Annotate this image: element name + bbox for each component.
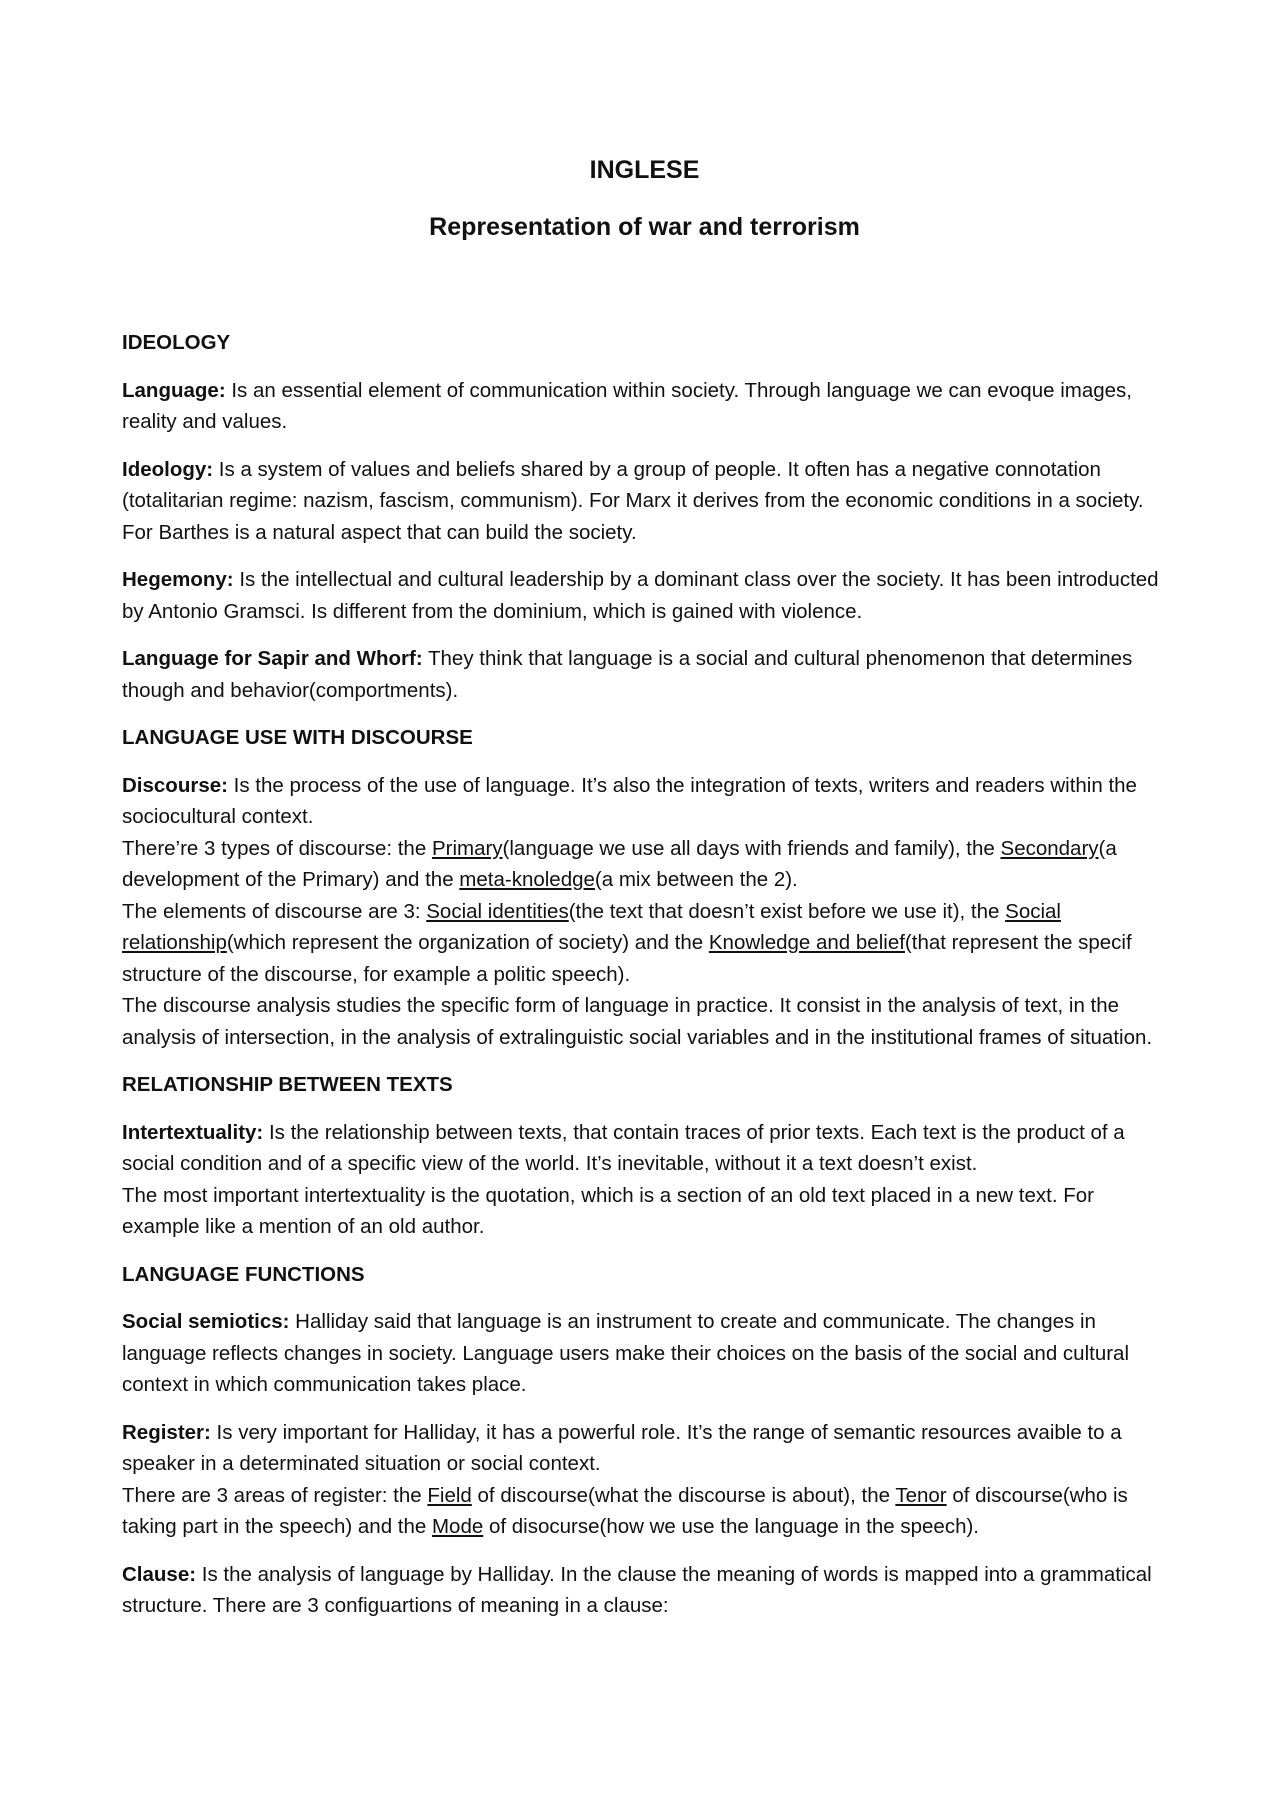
register-areas-line xyxy=(122,1480,1167,1543)
paragraph-register xyxy=(122,1417,1167,1543)
term-discourse: Discourse: xyxy=(122,773,228,797)
term-register: Register: xyxy=(122,1420,211,1444)
paragraph-language xyxy=(122,375,1167,438)
section-heading-functions: LANGUAGE FUNCTIONS xyxy=(122,1262,365,1286)
section-heading-relationship: RELATIONSHIP BETWEEN TEXTS xyxy=(122,1073,453,1096)
underlined-mode: Mode xyxy=(431,1515,484,1538)
discourse-types-text: (language we use all days with friends and family), the xyxy=(502,836,1001,860)
underlined-meta-knoledge: meta-knoledge xyxy=(459,868,595,891)
definition-hegemony: Is the intellectual and cultural leadership by a dominant class over the society. It has been introducted by Antonio Gramsci. Is different from the dominium, which is gained with violence. xyxy=(122,568,1159,623)
discourse-elements-text: (the text that doesn’t exist before we use it), the xyxy=(568,899,1006,923)
definition-language: Is an essential element of communication within society. Through language we can evoque images, reality and values. xyxy=(122,378,1132,433)
register-areas-text: of discourse(who is taking part in the speech) and the xyxy=(122,1483,1128,1538)
term-intertextuality: Intertextuality: xyxy=(122,1120,264,1144)
term-clause: Clause: xyxy=(122,1562,197,1586)
discourse-elements-line xyxy=(122,896,1167,991)
discourse-elements-text: (which represent the organization of society) and the xyxy=(226,931,709,954)
definition-clause: Is the analysis of language by Halliday. In the clause the meaning of words is mapped into a grammatical structure. There are 3 configuartions of meaning in a clause: xyxy=(122,1562,1152,1617)
underlined-field: Field xyxy=(427,1483,472,1507)
register-areas-text: There are 3 areas of register: the xyxy=(122,1483,428,1507)
intertextuality-definition-line xyxy=(122,1117,1167,1180)
paragraph-ideology xyxy=(122,454,1167,549)
definition-intertextuality: Is the relationship between texts, that contain traces of prior texts. Each text is the product of a social condition and of a specific view of the world. It’s inevitable, without it a text doesn’t exist. xyxy=(122,1120,1125,1175)
term-language: Language: xyxy=(122,378,226,402)
paragraph-clause xyxy=(122,1559,1167,1622)
definition-sapir-whorf: They think that language is a social and cultural phenomenon that determines though and behavior(comportments). xyxy=(122,647,1133,702)
paragraph-intertextuality xyxy=(122,1117,1167,1243)
paragraph-discourse xyxy=(122,770,1167,1054)
discourse-types-text: (a development of the Primary) and the xyxy=(122,836,1117,891)
paragraph-hegemony xyxy=(122,564,1167,627)
term-ideology: Ideology: xyxy=(122,457,214,481)
underlined-knowledge-belief: Knowledge and belief xyxy=(708,931,905,954)
paragraph-sapir-whorf xyxy=(122,643,1167,706)
underlined-primary: Primary xyxy=(431,836,503,860)
term-social-semiotics: Social semiotics: xyxy=(122,1310,290,1333)
document-subtitle: Representation of war and terrorism xyxy=(429,213,860,241)
underlined-social-identities: Social identities xyxy=(426,899,569,923)
section-heading-discourse: LANGUAGE USE WITH DISCOURSE xyxy=(122,726,473,749)
discourse-analysis-line: The discourse analysis studies the specific form of language in practice. It consist in the analysis of text, in the analysis of intersection, in the analysis of extralinguistic social variables and in the institutional frames of situation. xyxy=(122,994,1153,1049)
definition-social-semiotics: Halliday said that language is an instrument to create and communicate. The changes in language reflects changes in society. Language users make their choices on the basis of the social and cultural context in which communication takes place. xyxy=(122,1310,1130,1396)
document-body xyxy=(122,327,1167,1638)
discourse-elements-text: (that represent the specif structure of the discourse, for example a politic speech). xyxy=(122,931,1132,986)
document-title: INGLESE xyxy=(589,156,700,184)
discourse-types-text: There’re 3 types of discourse: the xyxy=(122,836,432,860)
paragraph-social-semiotics xyxy=(122,1306,1167,1401)
underlined-social-relationship: Social relationship xyxy=(122,899,1061,954)
term-sapir-whorf: Language for Sapir and Whorf: xyxy=(122,647,423,670)
definition-discourse: Is the process of the use of language. It’s also the integration of texts, writers and readers within the sociocultural context. xyxy=(122,773,1137,828)
register-definition-line xyxy=(122,1417,1167,1480)
underlined-tenor: Tenor xyxy=(895,1483,947,1507)
quotation-line: The most important intertextuality is the quotation, which is a section of an old text placed in a new text. For example like a mention of an old author. xyxy=(122,1183,1094,1238)
discourse-types-line xyxy=(122,833,1167,896)
term-hegemony: Hegemony: xyxy=(122,568,234,591)
underlined-secondary: Secondary xyxy=(1000,836,1099,860)
register-areas-text: of disocurse(how we use the language in the speech). xyxy=(483,1515,979,1538)
discourse-elements-text: The elements of discourse are 3: xyxy=(122,899,427,923)
discourse-types-text: (a mix between the 2). xyxy=(594,868,798,891)
register-areas-text: of discourse(what the discourse is about), the xyxy=(471,1483,896,1507)
definition-ideology: Is a system of values and beliefs shared by a group of people. It often has a negative connotation (totalitarian regime: nazism, fascism, communism). For Marx it derives from the economic conditions in a society. For Barthes is a natural aspect that can build the society. xyxy=(122,457,1144,544)
definition-register: Is very important for Halliday, it has a powerful role. It’s the range of semantic resources avaible to a speaker in a determinated situation or social context. xyxy=(122,1420,1122,1475)
discourse-definition-line xyxy=(122,770,1167,833)
section-heading-ideology: IDEOLOGY xyxy=(122,331,231,354)
